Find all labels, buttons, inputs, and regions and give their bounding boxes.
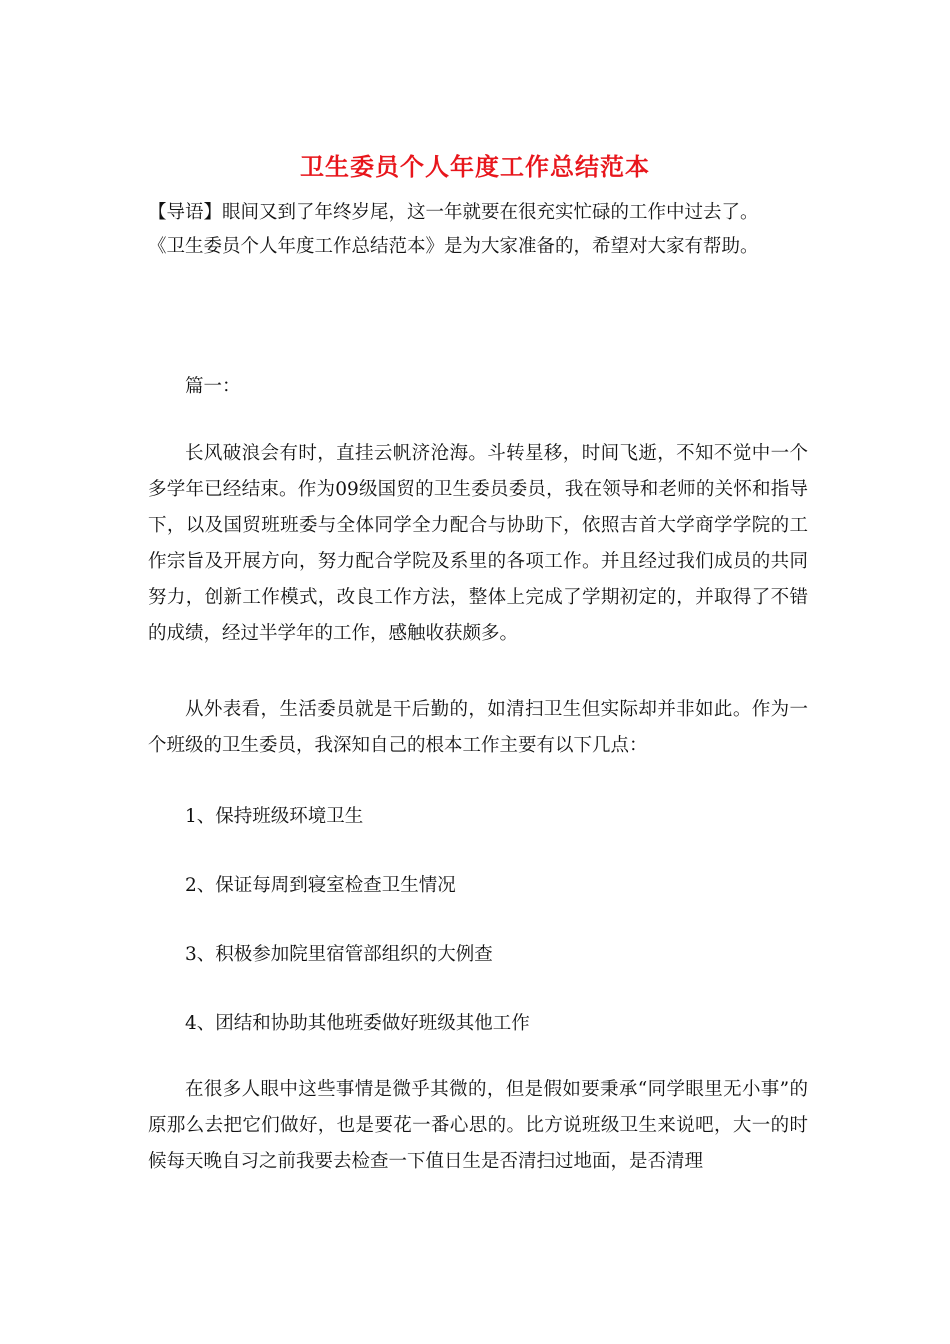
list-item bbox=[148, 868, 808, 904]
paragraph-1-text: 长风破浪会有时，直挂云帆济沧海。斗转星移，时间飞逝，不知不觉中一个多学年已经结束。作为09级国贸的卫生委员委员，我在领导和老师的关怀和指导下，以及国贸班班委与全体同学全力配合与协助下，依照吉首大学商学学院的工作宗旨及开展方向，努力配合学院及系里的各项工作。并且经过我们成员的共同努力，创新工作模式，改良工作方法，整体上完成了学期初定的，并取得了不错的成绩，经过半学年的工作，感触收获颇多。 bbox=[148, 443, 808, 644]
list-item bbox=[148, 937, 808, 973]
section-heading-text: 篇一： bbox=[185, 376, 241, 397]
paragraph-3-text: 在很多人眼中这些事情是微乎其微的，但是假如要秉承“同学眼里无小事”的原那么去把它们做好，也是要花一番心思的。比方说班级卫生来说吧，大一的时候每天晚自习之前我要去检查一下值日生是否清扫过地面，是否清理 bbox=[148, 1079, 808, 1172]
list-item-text: 4、团结和协助其他班委做好班级其他工作 bbox=[185, 1013, 530, 1034]
list-item-text: 1、保持班级环境卫生 bbox=[185, 806, 364, 827]
list-item-text: 3、积极参加院里宿管部组织的大例查 bbox=[185, 944, 493, 965]
list-item bbox=[148, 799, 808, 835]
intro-line-2: 《卫生委员个人年度工作总结范本》是为大家准备的，希望对大家有帮助。 bbox=[148, 236, 759, 257]
paragraph-1 bbox=[148, 436, 808, 652]
intro-line-1: 【导语】眼间又到了年终岁尾，这一年就要在很充实忙碌的工作中过去了。 bbox=[148, 202, 759, 223]
paragraph-3 bbox=[148, 1072, 808, 1180]
paragraph-2 bbox=[148, 692, 808, 764]
section-heading bbox=[148, 369, 808, 405]
paragraph-2-text: 从外表看，生活委员就是干后勤的，如清扫卫生但实际却并非如此。作为一个班级的卫生委员，我深知自己的根本工作主要有以下几点： bbox=[148, 699, 808, 756]
list-item bbox=[148, 1006, 808, 1042]
document-title: 卫生委员个人年度工作总结范本 bbox=[300, 152, 650, 181]
list-item-text: 2、保证每周到寝室检查卫生情况 bbox=[185, 875, 456, 896]
intro-block bbox=[148, 196, 808, 264]
